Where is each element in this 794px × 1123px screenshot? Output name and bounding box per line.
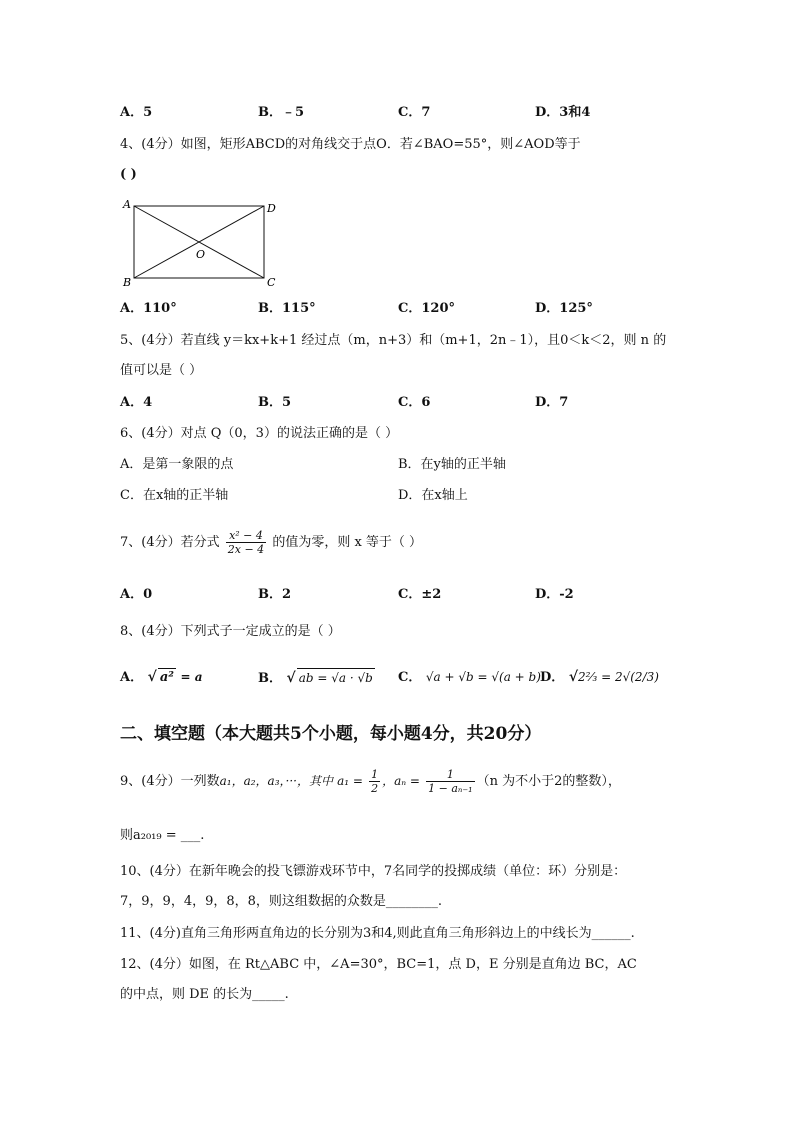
q8-option-c-expr: √a + √b = √(a + b) [425,670,541,684]
q8-option-d-label: D． [540,670,565,685]
q9-a1-fraction [369,768,380,795]
q9-an-fraction [426,768,474,795]
q7-option-b: B．2 [258,587,292,602]
q4-option-d: D．125° [535,301,593,316]
q5-option-d: D．7 [535,395,569,410]
q12-text-2: 的中点，则 DE 的长为_____. [120,987,289,1002]
q8-option-a [120,668,203,687]
q6-option-d: D．在x轴上 [398,488,468,503]
q7-option-c: C．±2 [398,587,442,602]
q9-a1: a₁ = [337,774,363,788]
q5-option-a: A．4 [120,395,153,410]
q8-option-d [540,668,659,687]
q10-text: 10、(4分）在新年晚会的投飞镖游戏环节中，7名同学的投掷成绩（单位：环）分别是： [120,864,627,879]
sqrt-icon: √ [568,669,579,685]
q9-an-denominator: 1 − aₙ₋₁ [428,782,473,795]
q9-sequence: a₁，a₂，a₃，···，其中 [219,774,333,788]
q9-an: ，aₙ = [382,774,420,788]
q10-text-2: 7，9，9，4，9，8，8，则这组数据的众数是________. [120,894,443,909]
q12-text: 12、(4分）如图，在 Rt△ABC 中，∠A=30°，BC=1，点 D，E 分别是直角边 BC，AC [120,957,637,972]
q6-text: 6、(4分）对点 Q（0，3）的说法正确的是（ ） [120,426,399,441]
q7-prefix: 7、(4分）若分式 [120,535,220,550]
label-c: C [267,276,276,289]
q7-option-a: A．0 [120,587,153,602]
rectangle-figure [118,196,288,290]
q8-option-b [258,668,375,688]
q3-option-b: B．﹣5 [258,105,305,120]
q7-option-d: D．-2 [535,587,574,602]
q5-text-2: 值可以是（ ） [120,363,203,378]
q3-option-a: A．5 [120,105,153,120]
q5-text: 5、(4分）若直线 y＝kx+k+1 经过点（m，n+3）和（m+1，2n﹣1），且0＜k＜2，则 n 的 [120,333,667,348]
q8-option-c [398,668,541,687]
q11-text: 11、(4分)直角三角形两直角边的长分别为3和4,则此直角三角形斜边上的中线长为______. [120,926,635,941]
q9-line-2: 则a₂₀₁₉ = ___. [120,828,205,843]
q8-option-b-expr: ab = √a · √b [297,668,375,687]
q6-option-a: A．是第一象限的点 [120,457,234,472]
q6-option-b: B．在y轴的正半轴 [398,457,506,472]
label-d: D [267,202,276,215]
q8-option-c-label: C． [398,670,422,685]
sqrt-icon: √ [286,670,296,686]
label-a: A [123,198,131,211]
q9-an-numerator: 1 [426,768,474,782]
q8-option-a-rhs: = a [180,670,203,684]
q3-option-c: C．7 [398,105,431,120]
q5-option-c: C．6 [398,395,431,410]
q9-suffix: （n 为不小于2的整数）， [476,774,621,789]
q7-text [120,526,422,560]
q5-option-b: B．5 [258,395,292,410]
q7-fraction-numerator: x² − 4 [226,529,266,543]
q9-text [120,764,621,799]
q4-paren: ( ) [120,167,137,182]
q4-option-b: B．115° [258,301,316,316]
q4-option-a: A．110° [120,301,177,316]
label-b: B [123,276,132,289]
q8-option-b-label: B． [258,671,282,686]
q9-a1-denominator: 2 [371,782,379,795]
q8-option-a-radicand: a² [159,670,174,685]
q9-a1-numerator: 1 [371,768,379,781]
q4-option-c: C．120° [398,301,455,316]
section-2-heading: 二、填空题（本大题共5个小题，每小题4分，共20分） [120,724,542,744]
q7-fraction [226,529,266,556]
q7-suffix: 的值为零，则 x 等于（ ） [272,535,423,550]
q8-text: 8、(4分）下列式子一定成立的是（ ） [120,624,341,639]
q7-fraction-denominator: 2x − 4 [227,543,265,556]
q3-option-d: D．3和4 [535,105,591,120]
sqrt-icon: √ [147,669,157,685]
label-o: O [196,248,206,261]
q8-option-a-label: A． [120,670,144,685]
q8-option-d-expr: 2⅔ = 2√(2/3) [578,670,659,684]
q4-text: 4、(4分）如图，矩形ABCD的对角线交于点O．若∠BAO=55°，则∠AOD等于 [120,137,581,152]
q6-option-c: C．在x轴的正半轴 [120,488,229,503]
q9-prefix: 9、(4分）一列数 [120,774,220,789]
